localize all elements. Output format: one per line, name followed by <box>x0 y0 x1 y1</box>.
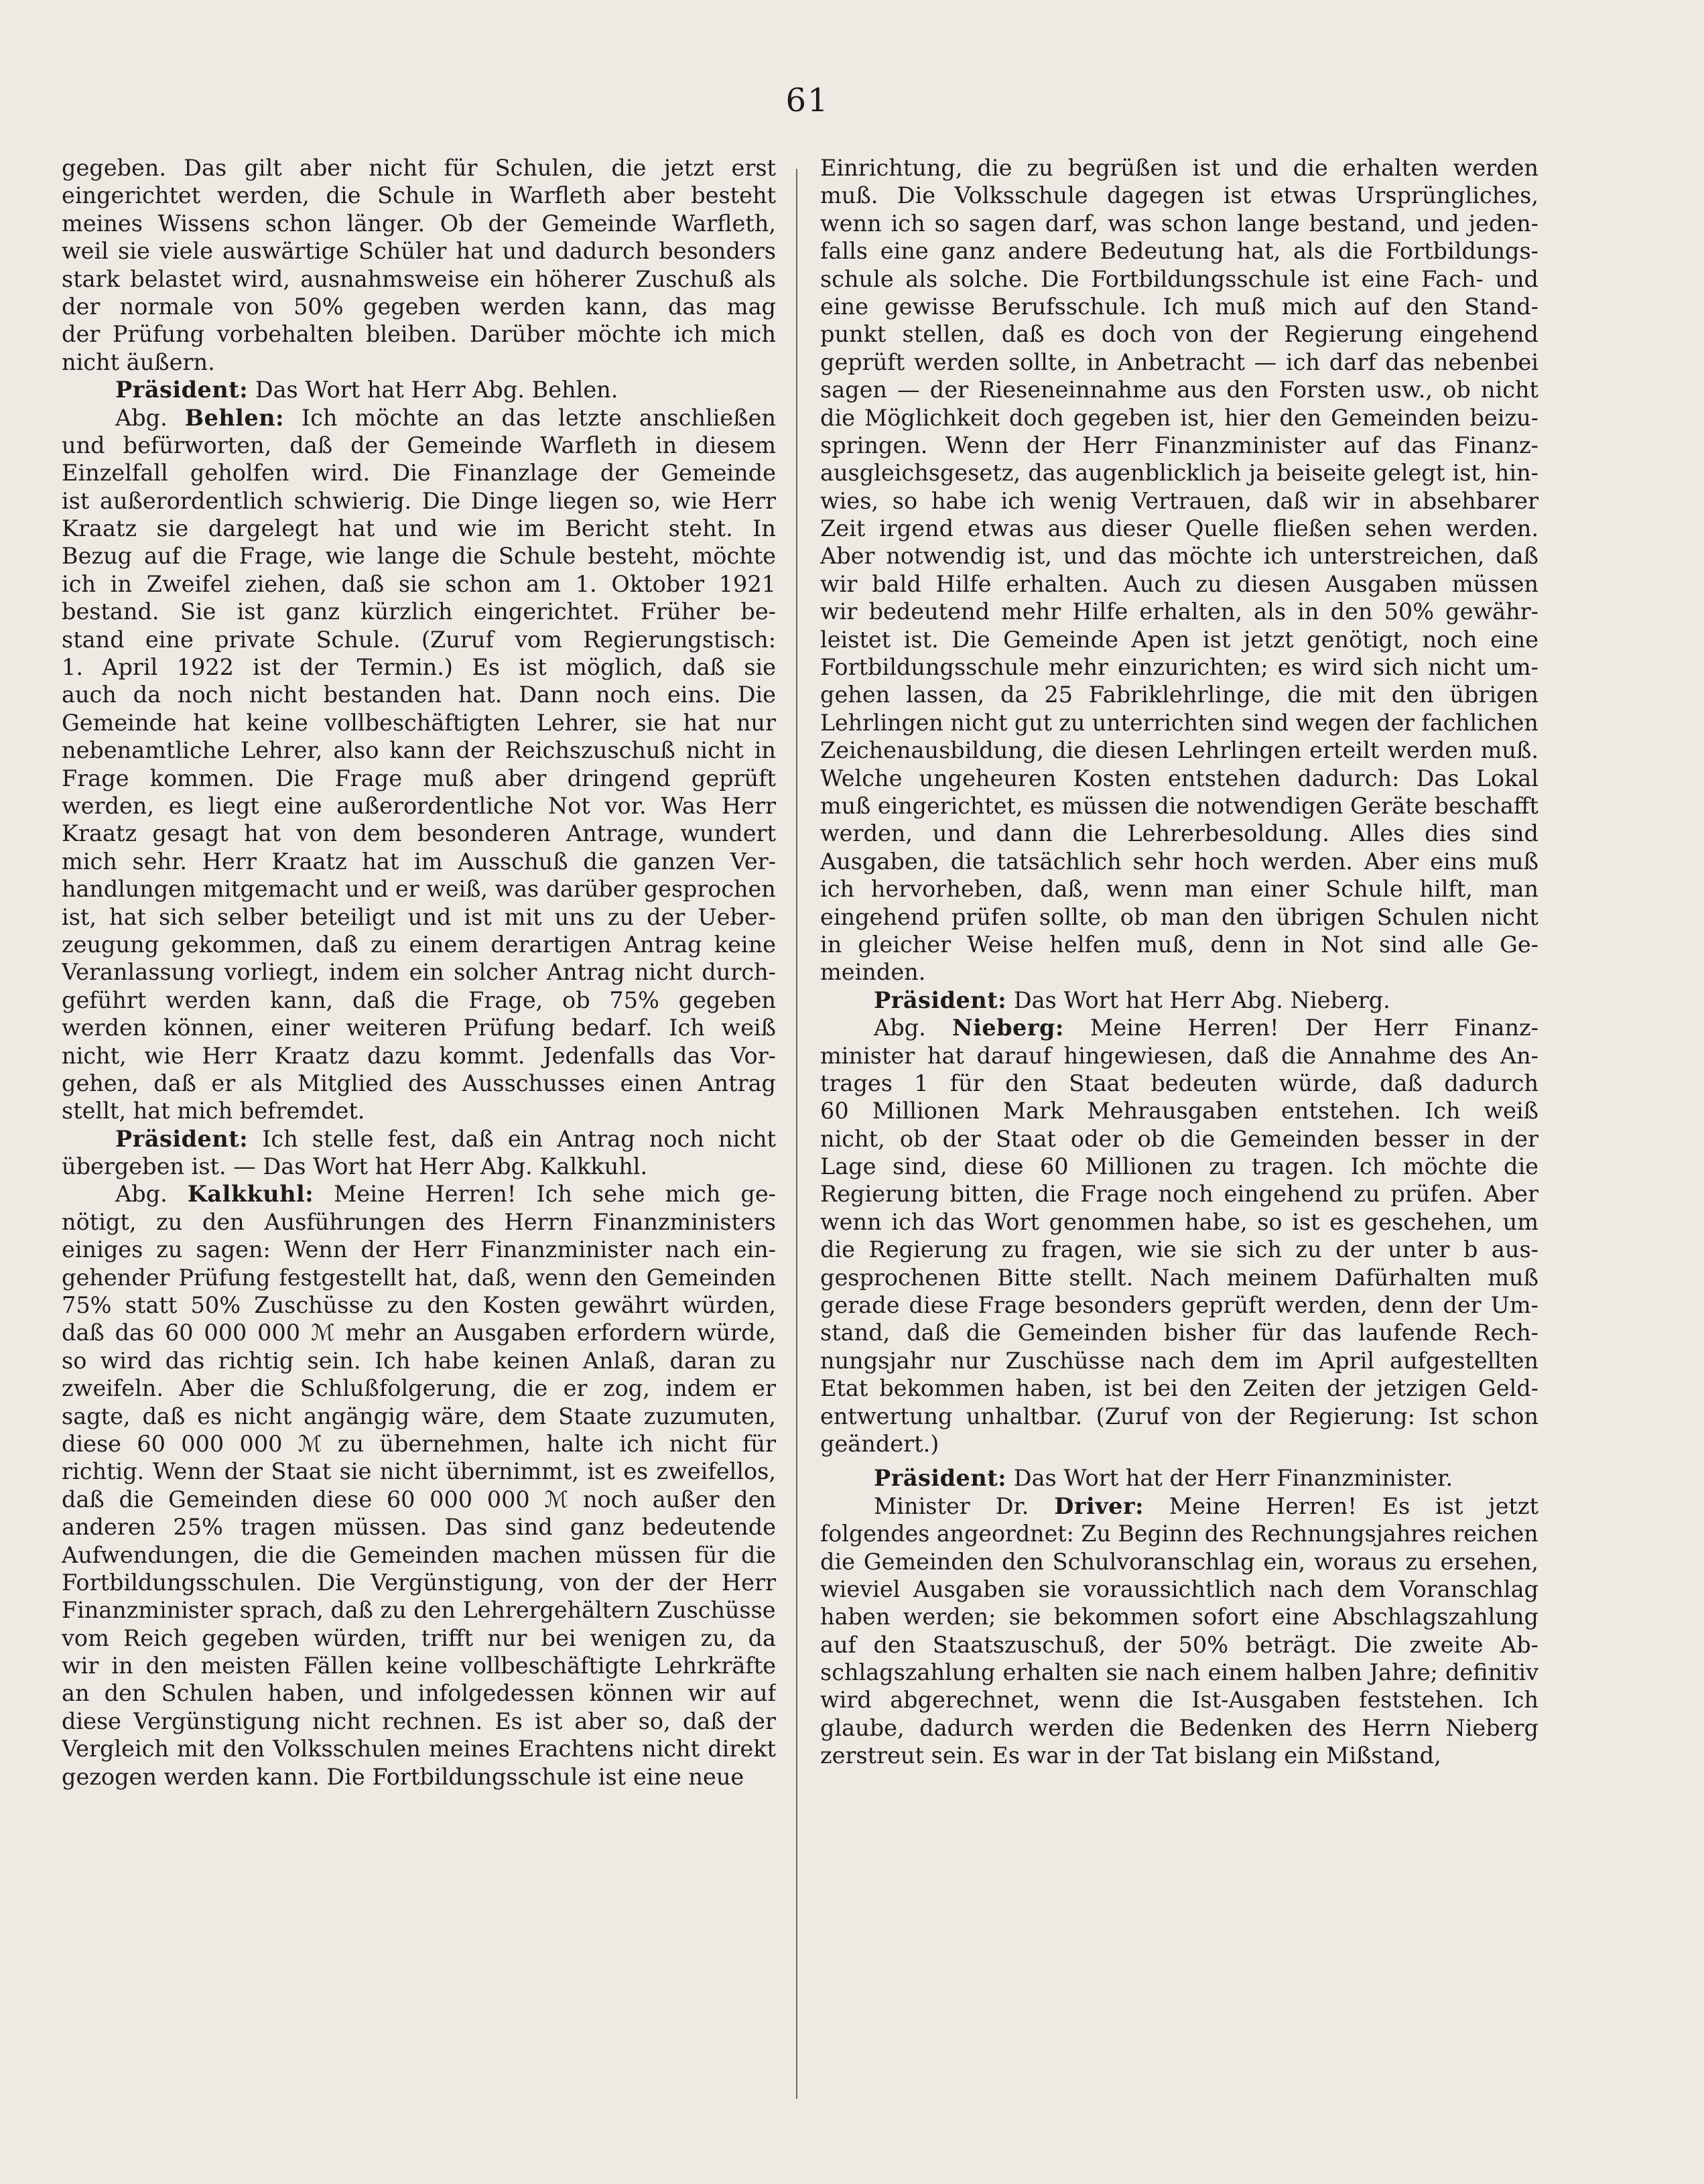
right-column-line <box>820 1464 1538 1492</box>
right-column-line <box>820 154 1538 182</box>
left-column-line <box>62 1208 776 1236</box>
line-text: bestand. Sie ist ganz kürzlich eingerichtet. Früher be- <box>62 598 776 625</box>
line-text: falls eine ganz andere Bedeutung hat, als die Fortbildungs- <box>820 238 1538 265</box>
line-text: handlungen mitgemacht und er weiß, was darüber gesprochen <box>62 876 776 903</box>
speaker-name: Präsident: <box>874 1465 1007 1492</box>
left-column-line <box>62 1347 776 1374</box>
left-column-line <box>62 931 776 958</box>
left-column-line <box>62 681 776 708</box>
line-text: wies, so habe ich wenig Vertrauen, daß wir in absehbarer <box>820 487 1538 514</box>
left-column-line <box>62 1652 776 1679</box>
right-column-line <box>820 986 1538 1014</box>
line-text: haben werden; sie bekommen sofort eine Abschlagszahlung <box>820 1604 1538 1630</box>
left-column-line <box>62 1430 776 1458</box>
line-text: vom Reich gegeben würden, trifft nur bei wenigen zu, da <box>62 1624 776 1651</box>
line-text: gerade diese Frage besonders geprüft werden, denn der Um- <box>820 1292 1538 1319</box>
line-text: werden, und dann die Lehrerbesoldung. Alles dies sind <box>820 820 1538 847</box>
line-text: Das Wort hat Herr Abg. Nieberg. <box>1006 986 1390 1013</box>
line-text: muß. Die Volksschule dagegen ist etwas Ursprüngliches, <box>820 182 1538 209</box>
line-text: Aufwendungen, die die Gemeinden machen müssen für die <box>62 1541 776 1568</box>
right-column-line <box>820 736 1538 764</box>
line-text: stellt, hat mich befremdet. <box>62 1098 365 1125</box>
line-text: Das Wort hat der Herr Finanzminister. <box>1006 1465 1453 1492</box>
line-text: wir bedeutend mehr Hilfe erhalten, als in den 50% gewähr- <box>820 598 1538 625</box>
left-column-line <box>62 154 776 182</box>
right-column-line <box>820 210 1538 237</box>
line-text: geändert.) <box>820 1430 939 1457</box>
right-column-line <box>820 931 1538 958</box>
left-column-line <box>62 1153 776 1180</box>
line-text: der normale von 50% gegeben werden kann, das mag <box>62 293 776 320</box>
line-text: Veranlassung vorliegt, indem ein solcher Antrag nicht durch- <box>62 959 776 986</box>
left-column-line <box>62 736 776 764</box>
speaker-title: Abg. <box>874 1015 952 1041</box>
page-number: 61 <box>785 82 830 119</box>
left-column-line <box>62 542 776 570</box>
left-column-line <box>62 1403 776 1430</box>
line-text: Ich möchte an das letzte anschließen <box>283 404 776 431</box>
left-column-line <box>62 848 776 875</box>
right-column-line <box>820 1520 1538 1547</box>
line-text: Meine Herren! Es ist jetzt <box>1144 1492 1538 1519</box>
left-column-line <box>62 1097 776 1125</box>
right-column-line <box>820 820 1538 847</box>
speaker-name: Präsident: <box>115 377 249 403</box>
line-text: ich in Zweifel ziehen, daß sie schon am 1. Oktober 1921 <box>62 570 776 597</box>
line-text: die Regierung zu fragen, wie sie sich zu der unter b aus- <box>820 1236 1538 1263</box>
left-column-line <box>62 875 776 903</box>
left-column-line <box>62 986 776 1014</box>
line-text: nebenamtliche Lehrer, also kann der Reichszuschuß nicht in <box>62 737 776 764</box>
line-text: nötigt, zu den Ausführungen des Herrn Finanzministers <box>62 1208 776 1235</box>
speaker-name: Nieberg: <box>952 1015 1064 1041</box>
line-text: gehen, daß er als Mitglied des Ausschusses einen Antrag <box>62 1070 776 1096</box>
speaker-title: Abg. <box>115 1181 188 1208</box>
line-text: geführt werden kann, daß die Frage, ob 75% gegeben <box>62 986 776 1013</box>
line-text: Zeichenausbildung, die diesen Lehrlingen erteilt werden muß. <box>820 737 1538 764</box>
left-column-line <box>62 1569 776 1596</box>
line-text: 60 Millionen Mark Mehrausgaben entstehen. Ich weiß <box>820 1098 1538 1125</box>
line-text: eine gewisse Berufsschule. Ich muß mich auf den Stand- <box>820 293 1538 320</box>
right-column-line <box>820 653 1538 681</box>
line-text: stand eine private Schule. (Zuruf vom Regierungstisch: <box>62 626 776 653</box>
right-column-line <box>820 404 1538 432</box>
right-column-line <box>820 1208 1538 1236</box>
line-text: meines Wissens schon länger. Ob der Gemeinde Warfleth, <box>62 210 776 237</box>
left-column-line <box>62 1319 776 1346</box>
line-text: Finanzminister sprach, daß zu den Lehrergehältern Zuschüsse <box>62 1597 776 1624</box>
speaker-name: Präsident: <box>115 1125 249 1152</box>
line-text: so wird das richtig sein. Ich habe keinen Anlaß, daran zu <box>62 1347 776 1374</box>
left-column-line <box>62 210 776 237</box>
line-text: eingehend prüfen sollte, ob man den übrigen Schulen nicht <box>820 903 1538 930</box>
line-text: wir bald Hilfe erhalten. Auch zu diesen Ausgaben müssen <box>820 570 1538 597</box>
right-column-line <box>820 681 1538 708</box>
line-text: auch da noch nicht bestanden hat. Dann noch eins. Die <box>62 682 776 708</box>
left-column-line <box>62 404 776 432</box>
left-column-line <box>62 653 776 681</box>
line-text: die Möglichkeit doch gegeben ist, hier den Gemeinden beizu- <box>820 404 1538 431</box>
line-text: Meine Herren! Der Herr Finanz- <box>1063 1015 1538 1041</box>
line-text: 1. April 1922 ist der Termin.) Es ist möglich, daß sie <box>62 654 776 681</box>
left-column-line <box>62 376 776 403</box>
right-column-line <box>820 1014 1538 1041</box>
line-text: ausgleichsgesetz, das augenblicklich ja beiseite gelegt ist, hin- <box>820 460 1538 487</box>
line-text: werden können, einer weiteren Prüfung bedarf. Ich weiß <box>62 1015 776 1041</box>
right-column-line <box>820 487 1538 515</box>
left-column-line <box>62 1513 776 1541</box>
line-text: Fortbildungsschule mehr einzurichten; es wird sich nicht um- <box>820 654 1538 681</box>
left-column-line <box>62 1596 776 1624</box>
line-text: Frage kommen. Die Frage muß aber dringend geprüft <box>62 765 776 791</box>
left-column-line <box>62 1708 776 1735</box>
line-text: gegeben. Das gilt aber nicht für Schulen, die jetzt erst <box>62 155 776 181</box>
line-text: wieviel Ausgaben sie voraussichtlich nach dem Voranschlag <box>820 1576 1538 1602</box>
line-text: gehen lassen, da 25 Fabriklehrlinge, die mit den übrigen <box>820 682 1538 708</box>
line-text: übergeben ist. — Das Wort hat Herr Abg. Kalkkuhl. <box>62 1153 648 1180</box>
right-column-line <box>820 1492 1538 1520</box>
line-text: gesprochenen Bitte stellt. Nach meinem Dafürhalten muß <box>820 1264 1538 1291</box>
left-column-line <box>62 1236 776 1263</box>
left-column-line <box>62 265 776 293</box>
left-column-line <box>62 487 776 515</box>
left-column-line <box>62 820 776 847</box>
left-column-line <box>62 1458 776 1485</box>
line-text: Kraatz sie dargelegt hat und wie im Bericht steht. In <box>62 515 776 542</box>
line-text: Fortbildungsschulen. Die Vergünstigung, von der der Herr <box>62 1569 776 1596</box>
right-column-line <box>820 1374 1538 1402</box>
right-column-line <box>820 1236 1538 1263</box>
right-column-line <box>820 1097 1538 1125</box>
right-column-line <box>820 958 1538 986</box>
line-text: Einrichtung, die zu begrüßen ist und die erhalten werden <box>820 155 1538 181</box>
right-column-line <box>820 1180 1538 1208</box>
left-column-line <box>62 1264 776 1291</box>
speaker-name: Driver: <box>1054 1492 1144 1519</box>
right-column <box>820 154 1538 2138</box>
right-column-line <box>820 1430 1538 1458</box>
column-divider <box>796 169 797 2099</box>
right-column-line <box>820 515 1538 542</box>
line-text: gezogen werden kann. Die Fortbildungsschule ist eine neue <box>62 1763 744 1790</box>
line-text: nicht äußern. <box>62 348 215 375</box>
line-text: Gemeinde hat keine vollbeschäftigten Lehrer, sie hat nur <box>62 709 776 736</box>
line-text: wenn ich das Wort genommen habe, so ist es geschehen, um <box>820 1208 1538 1235</box>
speaker-name: Kalkkuhl: <box>187 1181 314 1208</box>
right-column-line <box>820 376 1538 403</box>
right-column-line <box>820 1742 1538 1769</box>
line-text: gehender Prüfung festgestellt hat, daß, wenn den Gemeinden <box>62 1264 776 1291</box>
right-column-line <box>820 1686 1538 1714</box>
line-text: wird abgerechnet, wenn die Ist-Ausgaben feststehen. Ich <box>820 1687 1538 1714</box>
right-column-line <box>820 765 1538 792</box>
line-text: schule als solche. Die Fortbildungsschule ist eine Fach- und <box>820 265 1538 292</box>
line-text: nicht, wie Herr Kraatz dazu kommt. Jedenfalls das Vor- <box>62 1042 776 1069</box>
right-column-line <box>820 792 1538 820</box>
line-text: Etat bekommen haben, ist bei den Zeiten der jetzigen Geld- <box>820 1375 1538 1402</box>
line-text: an den Schulen haben, und infolgedessen können wir auf <box>62 1680 776 1707</box>
line-text: diese 60 000 000 ℳ zu übernehmen, halte ich nicht für <box>62 1430 776 1457</box>
line-text: Kraatz gesagt hat von dem besonderen Antrage, wundert <box>62 820 776 847</box>
line-text: die Gemeinden den Schulvoranschlag ein, woraus zu ersehen, <box>820 1548 1538 1575</box>
right-column-line <box>820 265 1538 293</box>
left-column-line <box>62 903 776 931</box>
line-text: nicht, ob der Staat oder ob die Gemeinden besser in der <box>820 1125 1538 1152</box>
line-text: entwertung unhaltbar. (Zuruf von der Regierung: Ist schon <box>820 1403 1538 1429</box>
line-text: Vergleich mit den Volksschulen meines Erachtens nicht direkt <box>62 1736 776 1762</box>
right-column-line <box>820 293 1538 320</box>
right-column-line <box>820 848 1538 875</box>
right-column-line <box>820 182 1538 209</box>
left-column-line <box>62 1541 776 1569</box>
left-column-line <box>62 570 776 598</box>
line-text: anderen 25% tragen müssen. Das sind ganz bedeutende <box>62 1514 776 1541</box>
left-column <box>62 154 776 2138</box>
left-column-line <box>62 765 776 792</box>
line-text: Aber notwendig ist, und das möchte ich unterstreichen, daß <box>820 543 1538 570</box>
line-text: 75% statt 50% Zuschüsse zu den Kosten gewährt würden, <box>62 1292 776 1319</box>
line-text: mich sehr. Herr Kraatz hat im Ausschuß die ganzen Ver- <box>62 848 776 875</box>
line-text: folgendes angeordnet: Zu Beginn des Rechnungsjahres reichen <box>820 1521 1538 1547</box>
right-column-line <box>820 459 1538 487</box>
line-text: minister hat darauf hingewiesen, daß die Annahme des An- <box>820 1042 1538 1069</box>
line-text: trages 1 für den Staat bedeuten würde, daß dadurch <box>820 1070 1538 1096</box>
left-column-line <box>62 626 776 653</box>
left-column-line <box>62 293 776 320</box>
line-text: stand, daß die Gemeinden bisher für das laufende Rech- <box>820 1320 1538 1346</box>
line-text: wenn ich so sagen darf, was schon lange bestand, und jeden- <box>820 210 1538 237</box>
right-column-line <box>820 1714 1538 1742</box>
left-column-line <box>62 1735 776 1762</box>
left-column-line <box>62 320 776 348</box>
right-column-line <box>820 1070 1538 1097</box>
line-text: zweifeln. Aber die Schlußfolgerung, die er zog, indem er <box>62 1375 776 1402</box>
line-text: muß eingerichtet, es müssen die notwendigen Geräte beschafft <box>820 792 1538 819</box>
left-column-line <box>62 792 776 820</box>
line-text: leistet ist. Die Gemeinde Apen ist jetzt genötigt, noch eine <box>820 626 1538 653</box>
left-column-line <box>62 1679 776 1707</box>
right-column-line <box>820 432 1538 459</box>
right-column-line <box>820 1548 1538 1576</box>
right-column-line <box>820 1319 1538 1346</box>
right-column-line <box>820 875 1538 903</box>
left-column-line <box>62 1070 776 1097</box>
speaker-name: Präsident: <box>874 986 1007 1013</box>
left-column-line <box>62 958 776 986</box>
left-column-line <box>62 1180 776 1208</box>
right-column-line <box>820 570 1538 598</box>
line-text: und befürworten, daß der Gemeinde Warfleth in diesem <box>62 432 776 458</box>
line-text: daß das 60 000 000 ℳ mehr an Ausgaben erfordern würde, <box>62 1320 776 1346</box>
right-column-line <box>820 1603 1538 1630</box>
line-text: geprüft werden sollte, in Anbetracht — ich darf das nebenbei <box>820 348 1538 375</box>
line-text: Lehrlingen nicht gut zu unterrichten sind wegen der fachlichen <box>820 709 1538 736</box>
line-text: auf den Staatszuschuß, der 50% beträgt. Die zweite Ab- <box>820 1631 1538 1658</box>
right-column-line <box>820 1264 1538 1291</box>
line-text: zerstreut sein. Es war in der Tat bislang ein Mißstand, <box>820 1742 1441 1769</box>
right-column-line <box>820 709 1538 736</box>
line-text: sagen — der Rieseneinnahme aus den Forsten usw., ob nicht <box>820 377 1538 403</box>
right-column-line <box>820 348 1538 376</box>
line-text: Meine Herren! Ich sehe mich ge- <box>314 1181 776 1208</box>
left-column-line <box>62 1291 776 1319</box>
line-text: Regierung bitten, die Frage noch eingehend zu prüfen. Aber <box>820 1181 1538 1208</box>
line-text: Lage sind, diese 60 Millionen zu tragen. Ich möchte die <box>820 1153 1538 1180</box>
right-column-line <box>820 1659 1538 1686</box>
line-text: nungsjahr nur Zuschüsse nach dem im April aufgestellten <box>820 1347 1538 1374</box>
left-column-line <box>62 459 776 487</box>
line-text: punkt stellen, daß es doch von der Regierung eingehend <box>820 321 1538 348</box>
left-column-line <box>62 1014 776 1041</box>
right-column-line <box>820 1631 1538 1659</box>
right-column-line <box>820 1042 1538 1070</box>
left-column-line <box>62 598 776 625</box>
left-column-line <box>62 1763 776 1791</box>
line-text: eingerichtet werden, die Schule in Warfleth aber besteht <box>62 182 776 209</box>
line-text: daß die Gemeinden diese 60 000 000 ℳ noch außer den <box>62 1486 776 1513</box>
right-column-line <box>820 1403 1538 1430</box>
speaker-name: Behlen: <box>184 404 284 431</box>
line-text: schlagszahlung erhalten sie nach einem halben Jahre; definitiv <box>820 1659 1538 1686</box>
line-text: Bezug auf die Frage, wie lange die Schule besteht, möchte <box>62 543 776 570</box>
left-column-line <box>62 1374 776 1402</box>
line-text: meinden. <box>820 959 926 986</box>
right-column-line <box>820 1291 1538 1319</box>
left-column-line <box>62 1624 776 1652</box>
line-text: in gleicher Weise helfen muß, denn in Not sind alle Ge- <box>820 931 1538 958</box>
line-text: wir in den meisten Fällen keine vollbeschäftigte Lehrkräfte <box>62 1653 776 1679</box>
line-text: Welche ungeheuren Kosten entstehen dadurch: Das Lokal <box>820 765 1538 791</box>
right-column-line <box>820 1347 1538 1374</box>
right-column-line <box>820 598 1538 625</box>
left-column-line <box>62 182 776 209</box>
line-text: Das Wort hat Herr Abg. Behlen. <box>248 377 618 403</box>
left-column-line <box>62 432 776 459</box>
line-text: sagte, daß es nicht angängig wäre, dem Staate zuzumuten, <box>62 1403 776 1429</box>
line-text: ich hervorheben, daß, wenn man einer Schule hilft, man <box>820 876 1538 903</box>
line-text: Ausgaben, die tatsächlich sehr hoch werden. Aber eins muß <box>820 848 1538 875</box>
right-column-line <box>820 542 1538 570</box>
line-text: richtig. Wenn der Staat sie nicht übernimmt, ist es zweifellos, <box>62 1458 776 1485</box>
line-text: Einzelfall geholfen wird. Die Finanzlage der Gemeinde <box>62 460 776 487</box>
line-text: stark belastet wird, ausnahmsweise ein höherer Zuschuß als <box>62 265 776 292</box>
left-column-line <box>62 1042 776 1070</box>
line-text: zeugung gekommen, daß zu einem derartigen Antrag keine <box>62 931 776 958</box>
speaker-title: Abg. <box>115 404 185 431</box>
right-column-line <box>820 903 1538 931</box>
line-text: einiges zu sagen: Wenn der Herr Finanzminister nach ein- <box>62 1236 776 1263</box>
right-column-line <box>820 1125 1538 1153</box>
line-text: werden, es liegt eine außerordentliche Not vor. Was Herr <box>62 792 776 819</box>
line-text: weil sie viele auswärtige Schüler hat und dadurch besonders <box>62 238 776 265</box>
left-column-line <box>62 1125 776 1153</box>
line-text: ist außerordentlich schwierig. Die Dinge liegen so, wie Herr <box>62 487 776 514</box>
right-column-line <box>820 237 1538 265</box>
right-column-line <box>820 626 1538 653</box>
line-text: Ich stelle fest, daß ein Antrag noch nicht <box>248 1125 776 1152</box>
left-column-line <box>62 237 776 265</box>
line-text: glaube, dadurch werden die Bedenken des Herrn Nieberg <box>820 1714 1538 1741</box>
left-column-line <box>62 515 776 542</box>
line-text: springen. Wenn der Herr Finanzminister auf das Finanz- <box>820 432 1538 458</box>
line-text: Zeit irgend etwas aus dieser Quelle fließen sehen werden. <box>820 515 1538 542</box>
line-text: diese Vergünstigung nicht rechnen. Es ist aber so, daß der <box>62 1708 776 1734</box>
right-column-line <box>820 1576 1538 1603</box>
left-column-line <box>62 709 776 736</box>
speaker-title: Minister Dr. <box>874 1492 1055 1519</box>
right-column-line <box>820 320 1538 348</box>
left-column-line <box>62 348 776 376</box>
left-column-line <box>62 1486 776 1513</box>
line-text: ist, hat sich selber beteiligt und ist mit uns zu der Ueber- <box>62 903 776 930</box>
right-column-line <box>820 1153 1538 1180</box>
line-text: der Prüfung vorbehalten bleiben. Darüber möchte ich mich <box>62 321 776 348</box>
